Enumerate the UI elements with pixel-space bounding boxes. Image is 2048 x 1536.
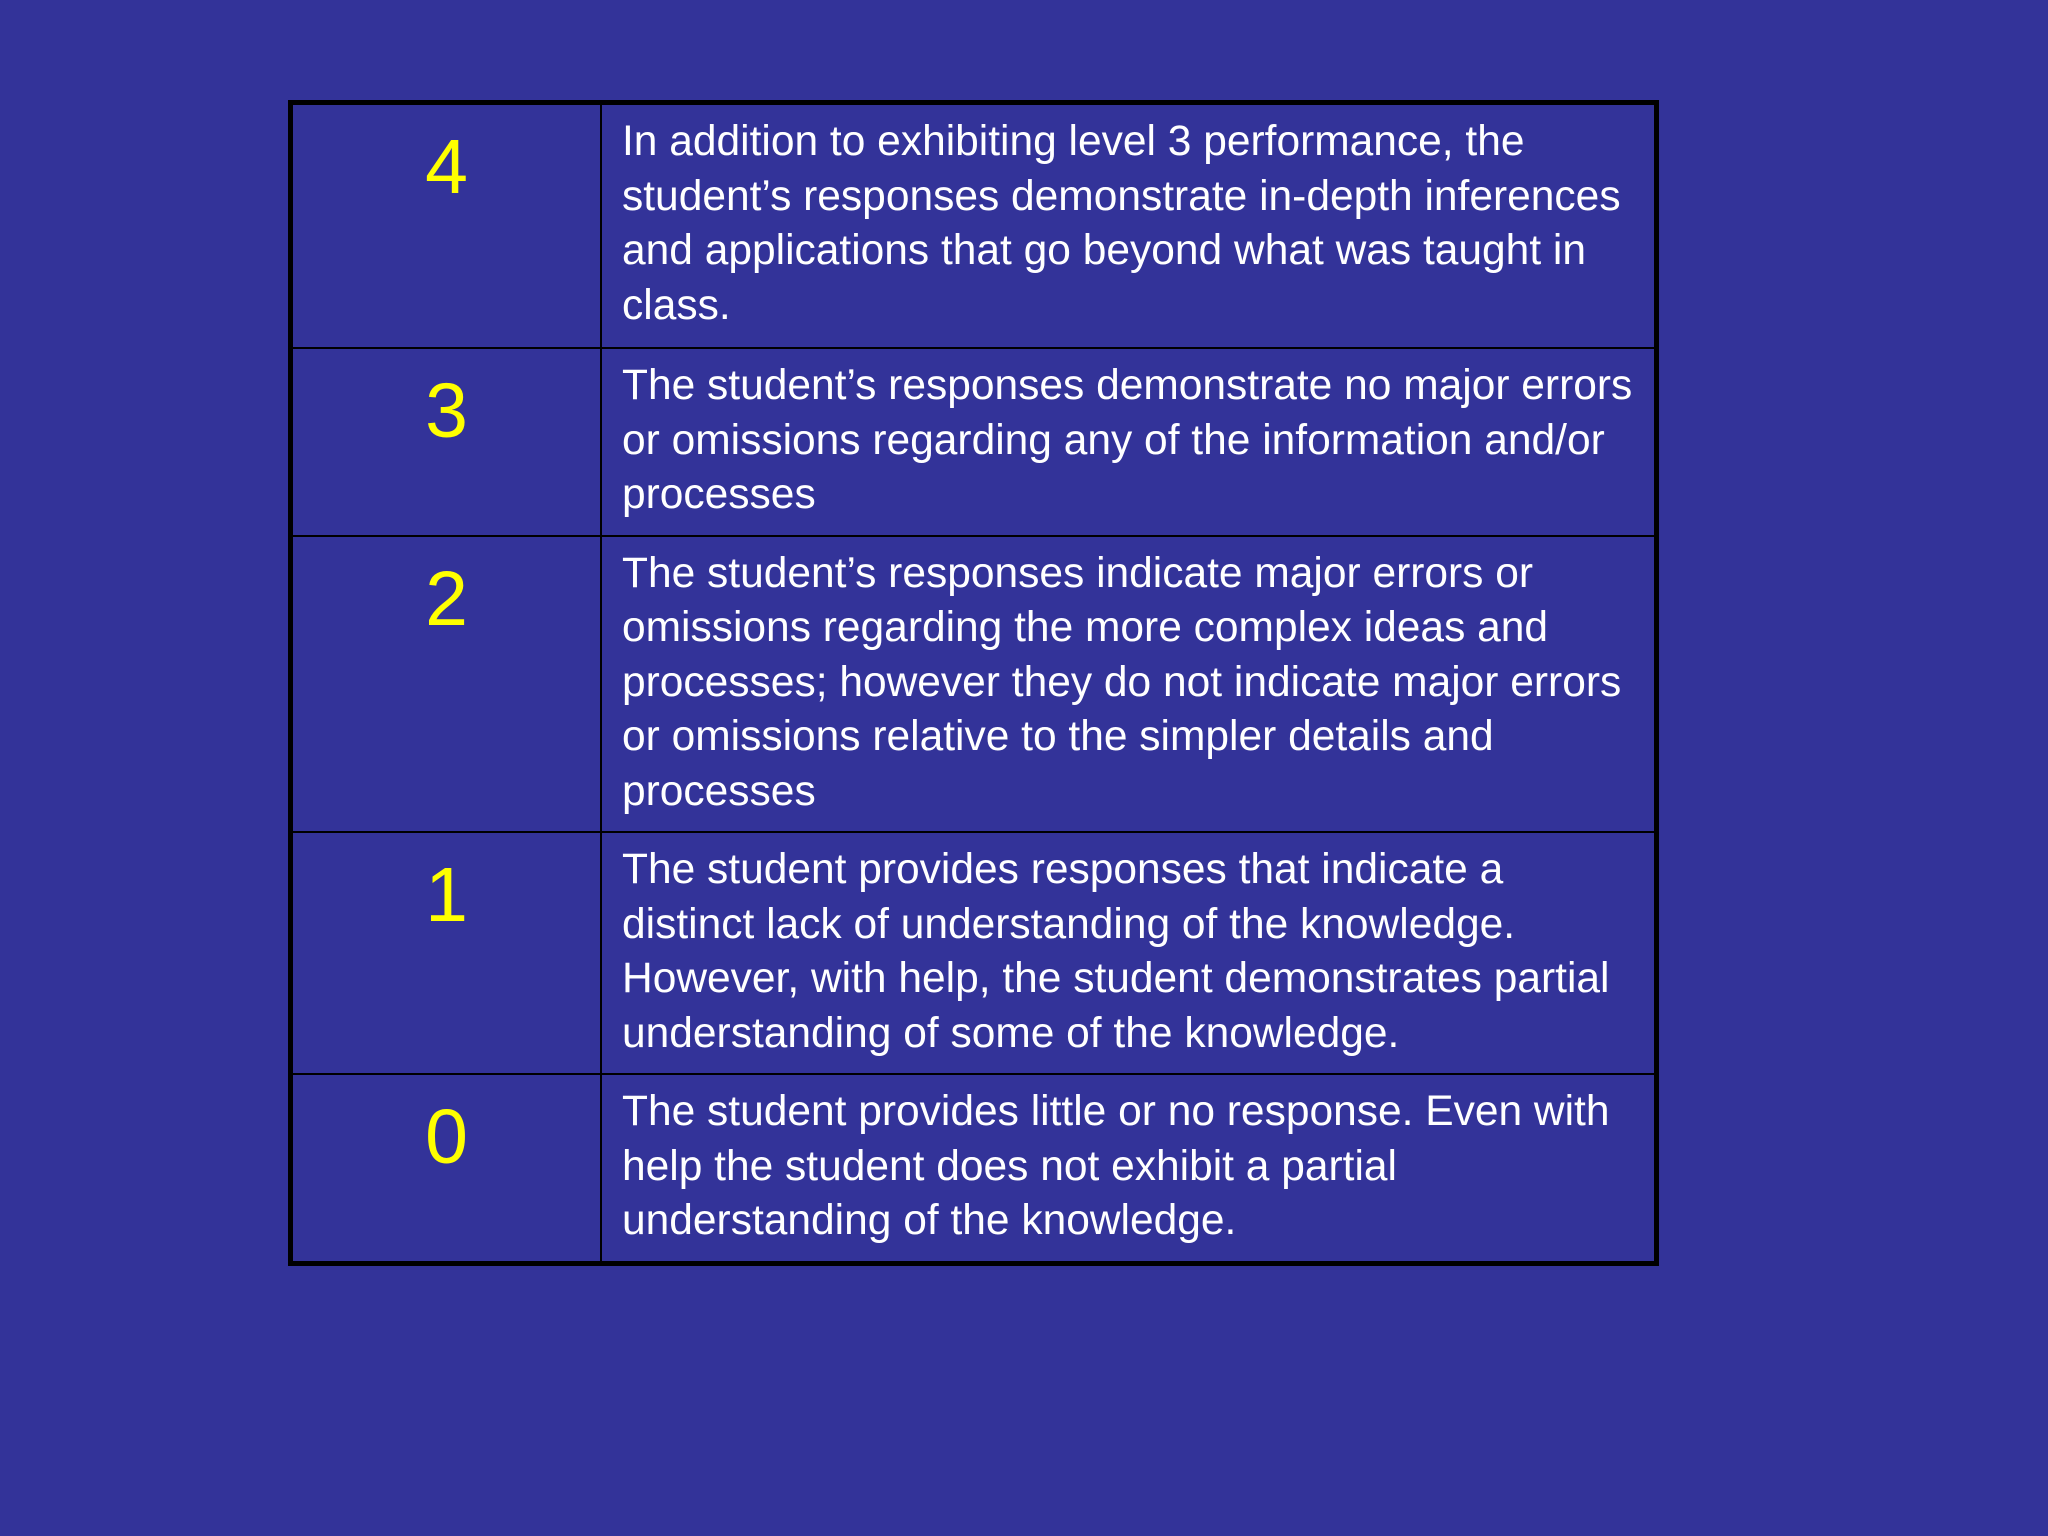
rubric-row-score-1 <box>291 832 1657 1074</box>
score-value: 1 <box>425 852 468 938</box>
score-description: The student’s responses demonstrate no major errors or omissions regarding any of the information and/or processes <box>601 348 1657 536</box>
score-cell <box>291 536 602 833</box>
score-value: 3 <box>425 368 468 454</box>
score-cell <box>291 103 602 349</box>
score-description: The student provides responses that indicate a distinct lack of understanding of the knowledge. However, with help, the student demonstrates partial understanding of some of the knowledge. <box>601 832 1657 1074</box>
score-cell <box>291 1074 602 1263</box>
rubric-row-score-4 <box>291 103 1657 349</box>
score-description: In addition to exhibiting level 3 performance, the student’s responses demonstrate in-depth inferences and applications that go beyond what was taught in class. <box>601 103 1657 349</box>
score-description: The student’s responses indicate major errors or omissions regarding the more complex ideas and processes; however they do not indicate major errors or omissions relative to the simpler details and processes <box>601 536 1657 833</box>
score-cell <box>291 832 602 1074</box>
rubric-row-score-3 <box>291 348 1657 536</box>
rubric-table <box>288 100 1659 1266</box>
score-cell <box>291 348 602 536</box>
rubric-row-score-2 <box>291 536 1657 833</box>
score-value: 4 <box>425 124 468 210</box>
score-value: 2 <box>425 555 468 642</box>
rubric-row-score-0 <box>291 1074 1657 1263</box>
score-description: The student provides little or no response. Even with help the student does not exhibit a partial understanding of the knowledge. <box>601 1074 1657 1263</box>
score-value: 0 <box>425 1094 468 1180</box>
